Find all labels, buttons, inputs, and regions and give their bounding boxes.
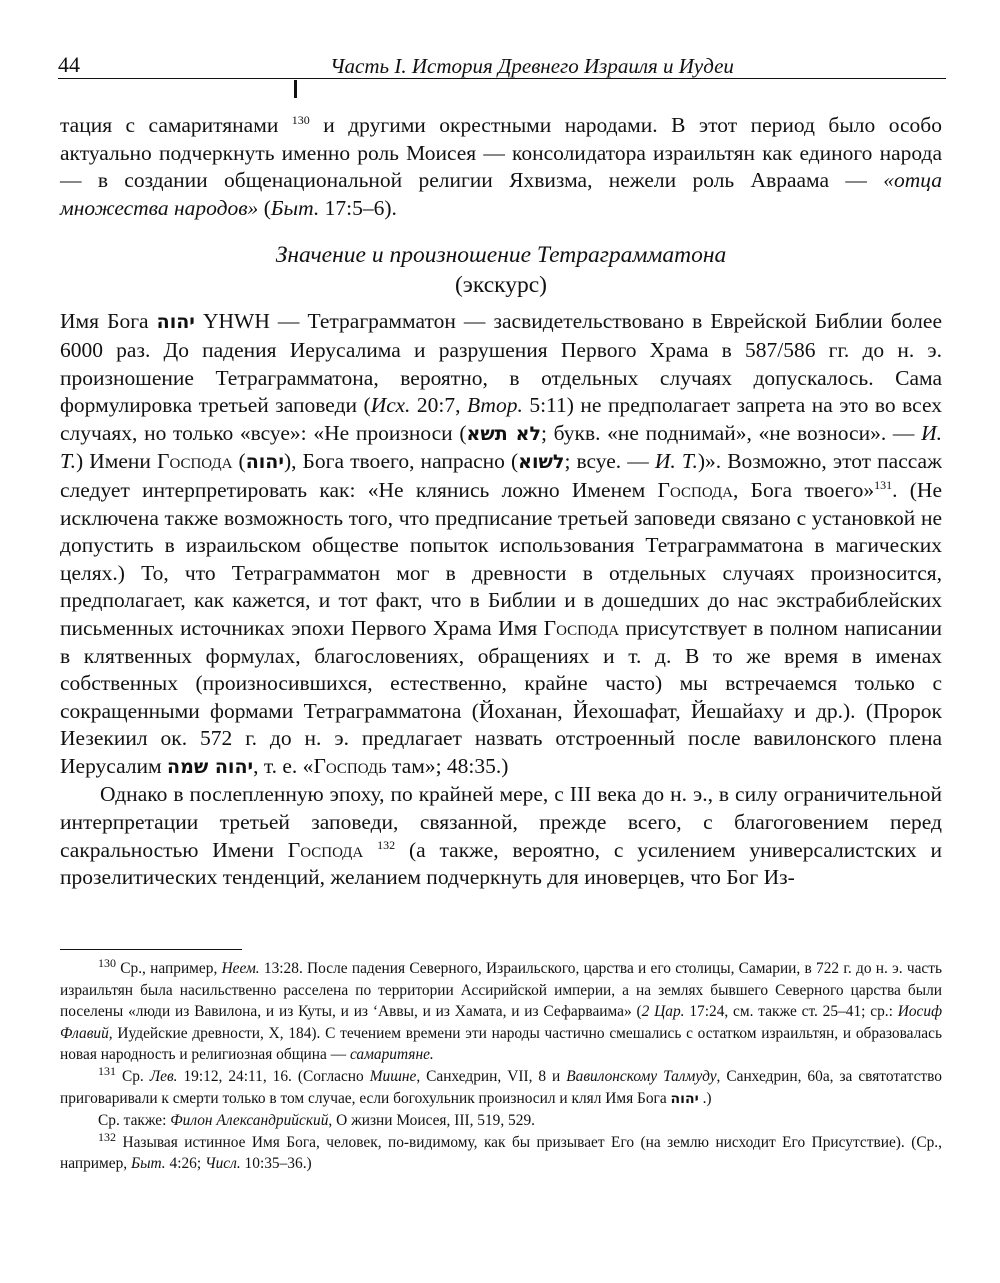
text-run: Однако в послепленную эпоху, по крайней мере, с III века до н. э., в силу ограничительной интерпретации третьей заповеди, связанной, прежде всего, с благоговением перед сакральностью Имени — [60, 782, 942, 862]
text-run: ) Имени — [75, 449, 158, 474]
author-name: Иосиф Флавий, — [60, 1003, 942, 1042]
book-abbrev: Числ. — [205, 1155, 241, 1173]
small-caps-word: Господа — [543, 615, 620, 640]
text-run — [363, 838, 377, 862]
small-caps-word: Господь — [313, 753, 387, 778]
quote-italic: «отца множества народов» — [60, 168, 942, 220]
page-header — [58, 52, 946, 80]
text-run: 20:7, — [410, 393, 468, 418]
book-abbrev: Втор. — [467, 393, 523, 418]
small-caps-word: Господа — [157, 449, 233, 474]
text-run: YHWH — Тетраграмматон — засвидетельствовано в Еврейской Библии более 6000 раз. До падения Иерусалима и разрушения Первого Храма в 587/586 гг. до н. э. произношение Тетраграмматона, вероятно, в отдельных случаях допускалось. Сама формулировка третьей заповеди ( — [60, 309, 942, 418]
main-text — [60, 112, 942, 892]
text-run: )». Возможно, этот пассаж следует интерпретировать как: «Не клянись ложно Именем — [60, 449, 942, 502]
rule-tick-mark — [294, 80, 297, 98]
small-caps-word: Господа — [287, 837, 364, 862]
footnotes — [60, 955, 942, 1175]
book-abbrev: Исх. — [370, 393, 411, 418]
footnote-131 — [60, 1063, 942, 1110]
book-abbrev: Быт. — [270, 195, 320, 220]
paragraph-postexilic — [60, 781, 942, 891]
footnote-ref-131[interactable]: 131 — [874, 477, 893, 492]
text-run: , Санхедрин, VII, 8 и — [416, 1067, 567, 1085]
hebrew-word: יהוה — [156, 311, 195, 334]
hebrew-word: יהוה שמה — [167, 755, 254, 778]
text-run: ; букв. «не поднимай», «не возноси». — — [540, 420, 922, 445]
book-abbrev: Лев. — [149, 1067, 178, 1085]
section-subtitle: (экскурс) — [454, 272, 547, 299]
text-run: Иудейские древности, X, 184). С течением времени эти народы частично смешались с остатком израильтян, и образовалась новая народность и религиозная община — — [60, 1024, 942, 1064]
book-abbrev: 2 Цар. — [641, 1003, 685, 1021]
text-run: 10:35–36.) — [240, 1155, 312, 1173]
source-title: Мишне — [369, 1067, 417, 1085]
text-run: 13:28. После падения Северного, Израильского, царства и его столицы, Самарии, в 722 г. до н. э. часть израильтян была насильственно расселена по территории Ассирийской империи, а на землях бывшего Северного царства были поселены «люди из Вавилона, и из Куты, и из ‘Аввы, и из Хамата, и из Сефарваима» ( — [60, 960, 942, 1021]
hebrew-word: יהוה — [245, 451, 284, 474]
book-abbrev: Быт. — [131, 1155, 166, 1173]
section-title: Значение и произношение Тетраграмматона — [275, 242, 727, 269]
text-run: 17:24, см. также ст. 25–41; ср.: — [684, 1003, 898, 1021]
text-run: Ср. также: — [98, 1112, 171, 1130]
hebrew-word: לשוא — [518, 451, 565, 474]
footnote-ref-132[interactable]: 132 — [377, 837, 396, 852]
paragraph-tetragrammaton — [60, 308, 942, 781]
text-run: Называя истинное Имя Бога, человек, по-видимому, как бы призывает Его (на землю нисходит Его Присутствие). (Ср., например, — [60, 1133, 942, 1173]
text-run: тация с самаритянами — [60, 113, 292, 137]
text-run: Ср., например, — [116, 960, 222, 977]
text-run: (а также, вероятно, с усилением универсалистских и прозелитических тенденций, желанием подчеркнуть для иноверцев, что Бог Из- — [60, 837, 943, 890]
translator-note: И. Т. — [60, 420, 942, 474]
footnote-130 — [60, 955, 942, 1066]
text-run: 5:11) не предполагает запрета на это во всех случаях, но только «всуе»: «Не произноси ( — [60, 393, 942, 445]
hebrew-word: יהוה — [670, 1090, 699, 1107]
page-number: 44 — [58, 52, 80, 77]
translator-note: И. Т. — [654, 449, 698, 474]
text-run: , О жизни Моисея, III, 519, 529. — [328, 1112, 535, 1130]
text-run: и другими окрестными народами. В этот период было особо актуально подчеркнуть именно роль Моисея — консолидатора израильтян как единого народа — в создании общенациональной религии Яхвизма, нежели роль Авраама — — [60, 113, 942, 193]
text-run: 4:26; — [165, 1155, 205, 1173]
text-run: , т. е. « — [253, 753, 314, 778]
footnote-number: 130 — [98, 955, 116, 970]
paragraph-continuation — [60, 112, 942, 222]
text-run: 17:5–6). — [319, 195, 397, 220]
footnote-ref-130[interactable]: 130 — [291, 112, 310, 127]
text-run: ; всуе. — — [564, 449, 655, 474]
text-run: , Бога твоего» — [732, 477, 875, 502]
text-run: Ср. — [116, 1067, 150, 1085]
text-run: там»; 48:35.) — [386, 753, 509, 778]
text-run: , Санхедрин, 60а, за святотатство приговаривали к смерти только в том случае, если богохульник произносил и клял Имя Бога — [60, 1067, 942, 1107]
author-name: Филон Александрийский — [170, 1112, 329, 1130]
text-run: ( — [258, 195, 271, 220]
footnote-number: 132 — [98, 1129, 116, 1144]
book-abbrev: Неем. — [221, 960, 260, 977]
text-run: присутствует в полном написании в клятвенных формулах, благословениях, обращениях и т. д. В то же время в именах собственных (произносившихся, естественно, крайне часто) мы встречаемся только с сокращенными формами Тетраграмматона (Йоханан, Йехошафат, Йешайаху и др.). (Пророк Иезекиил ок. 572 г. до н. э. предлагает назвать отстроенный после вавилонского плена Иерусалим — [60, 615, 942, 778]
footnote-132 — [60, 1129, 942, 1175]
text-run: 19:12, 24:11, 16. (Согласно — [177, 1067, 370, 1085]
running-title: Часть I. История Древнего Израиля и Иудеи — [330, 54, 734, 78]
text-run: .) — [698, 1089, 712, 1107]
text-run: ( — [232, 449, 246, 474]
footnote-131-continued — [60, 1110, 942, 1132]
small-caps-word: Господа — [657, 477, 733, 502]
italic-term: самаритяне. — [349, 1046, 434, 1064]
header-rule — [58, 78, 946, 79]
source-title: Вавилонскому Талмуду — [566, 1067, 717, 1085]
footnote-rule — [60, 949, 242, 950]
footnote-number: 131 — [98, 1063, 116, 1078]
text-run: ), Бога твоего, напрасно ( — [283, 449, 519, 474]
text-run: . (Не исключена также возможность того, что предписание третьей заповеди связано с установкой не допустить в израильском обществе попыток использования Тетраграмматона в магических целях.) То, что Тетраграмматон мог в древности в отдельных случаях произносится, предполагает, как кажется, и тот факт, что в Библии и в дошедших до нас экстрабиблейских письменных источниках эпохи Первого Храма Имя — [60, 477, 942, 640]
hebrew-word: לא תשא — [466, 422, 541, 445]
text-run: Имя Бога — [60, 309, 157, 334]
